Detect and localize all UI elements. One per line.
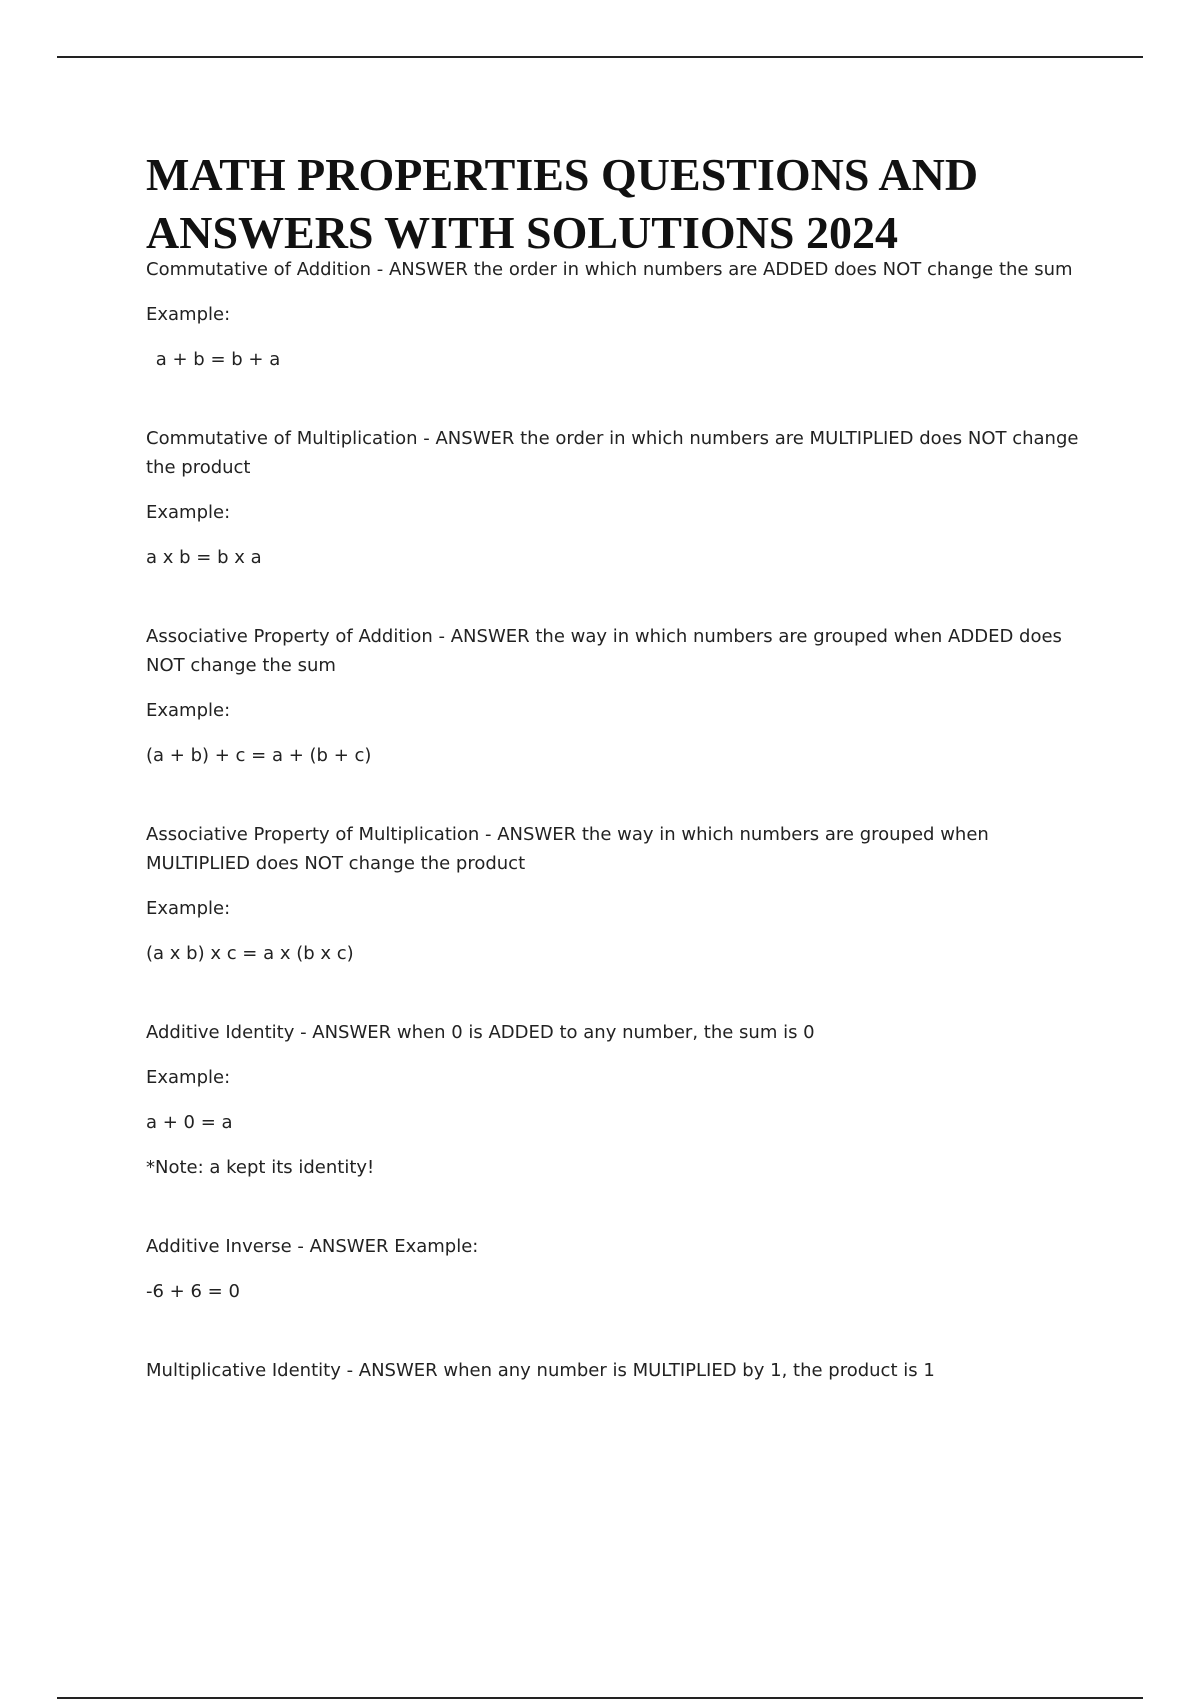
qa-entry-additive-inverse bbox=[146, 1232, 1096, 1306]
question-answer-text: Additive Inverse - ANSWER Example: bbox=[146, 1236, 479, 1257]
example-label: Example: bbox=[146, 304, 231, 325]
example-label: Example: bbox=[146, 1067, 231, 1088]
example-formula: -6 + 6 = 0 bbox=[146, 1281, 240, 1302]
question-answer-text: Multiplicative Identity - ANSWER when any number is MULTIPLIED by 1, the product is 1 bbox=[146, 1360, 935, 1381]
document-body bbox=[146, 255, 1096, 1385]
header-rule bbox=[57, 56, 1143, 58]
example-label: Example: bbox=[146, 898, 231, 919]
footer-rule bbox=[57, 1697, 1143, 1699]
qa-entry-commutative-multiplication bbox=[146, 424, 1096, 572]
example-formula: a x b = b x a bbox=[146, 547, 262, 568]
qa-entry-associative-multiplication bbox=[146, 820, 1096, 968]
question-answer-text: Additive Identity - ANSWER when 0 is ADDED to any number, the sum is 0 bbox=[146, 1022, 815, 1043]
example-formula: a + 0 = a bbox=[146, 1112, 233, 1133]
example-formula: a + b = b + a bbox=[150, 349, 281, 370]
example-label: Example: bbox=[146, 502, 231, 523]
document-title: MATH PROPERTIES QUESTIONS AND ANSWERS WITH SOLUTIONS 2024 bbox=[146, 149, 979, 258]
note-text: *Note: a kept its identity! bbox=[146, 1157, 375, 1178]
example-formula: (a x b) x c = a x (b x c) bbox=[146, 943, 354, 964]
example-label: Example: bbox=[146, 700, 231, 721]
qa-entry-commutative-addition bbox=[146, 255, 1096, 374]
question-answer-text: Associative Property of Multiplication - ANSWER the way in which numbers are grouped when MULTIPLIED does NOT change the product bbox=[146, 824, 995, 874]
question-answer-text: Associative Property of Addition - ANSWER the way in which numbers are grouped when ADDED does NOT change the sum bbox=[146, 626, 1068, 676]
qa-entry-additive-identity bbox=[146, 1018, 1096, 1182]
question-answer-text: Commutative of Multiplication - ANSWER the order in which numbers are MULTIPLIED does NOT change the product bbox=[146, 428, 1085, 478]
qa-entry-associative-addition bbox=[146, 622, 1096, 770]
question-answer-text: Commutative of Addition - ANSWER the order in which numbers are ADDED does NOT change the sum bbox=[146, 259, 1073, 280]
example-formula: (a + b) + c = a + (b + c) bbox=[146, 745, 372, 766]
qa-entry-multiplicative-identity bbox=[146, 1356, 1096, 1385]
